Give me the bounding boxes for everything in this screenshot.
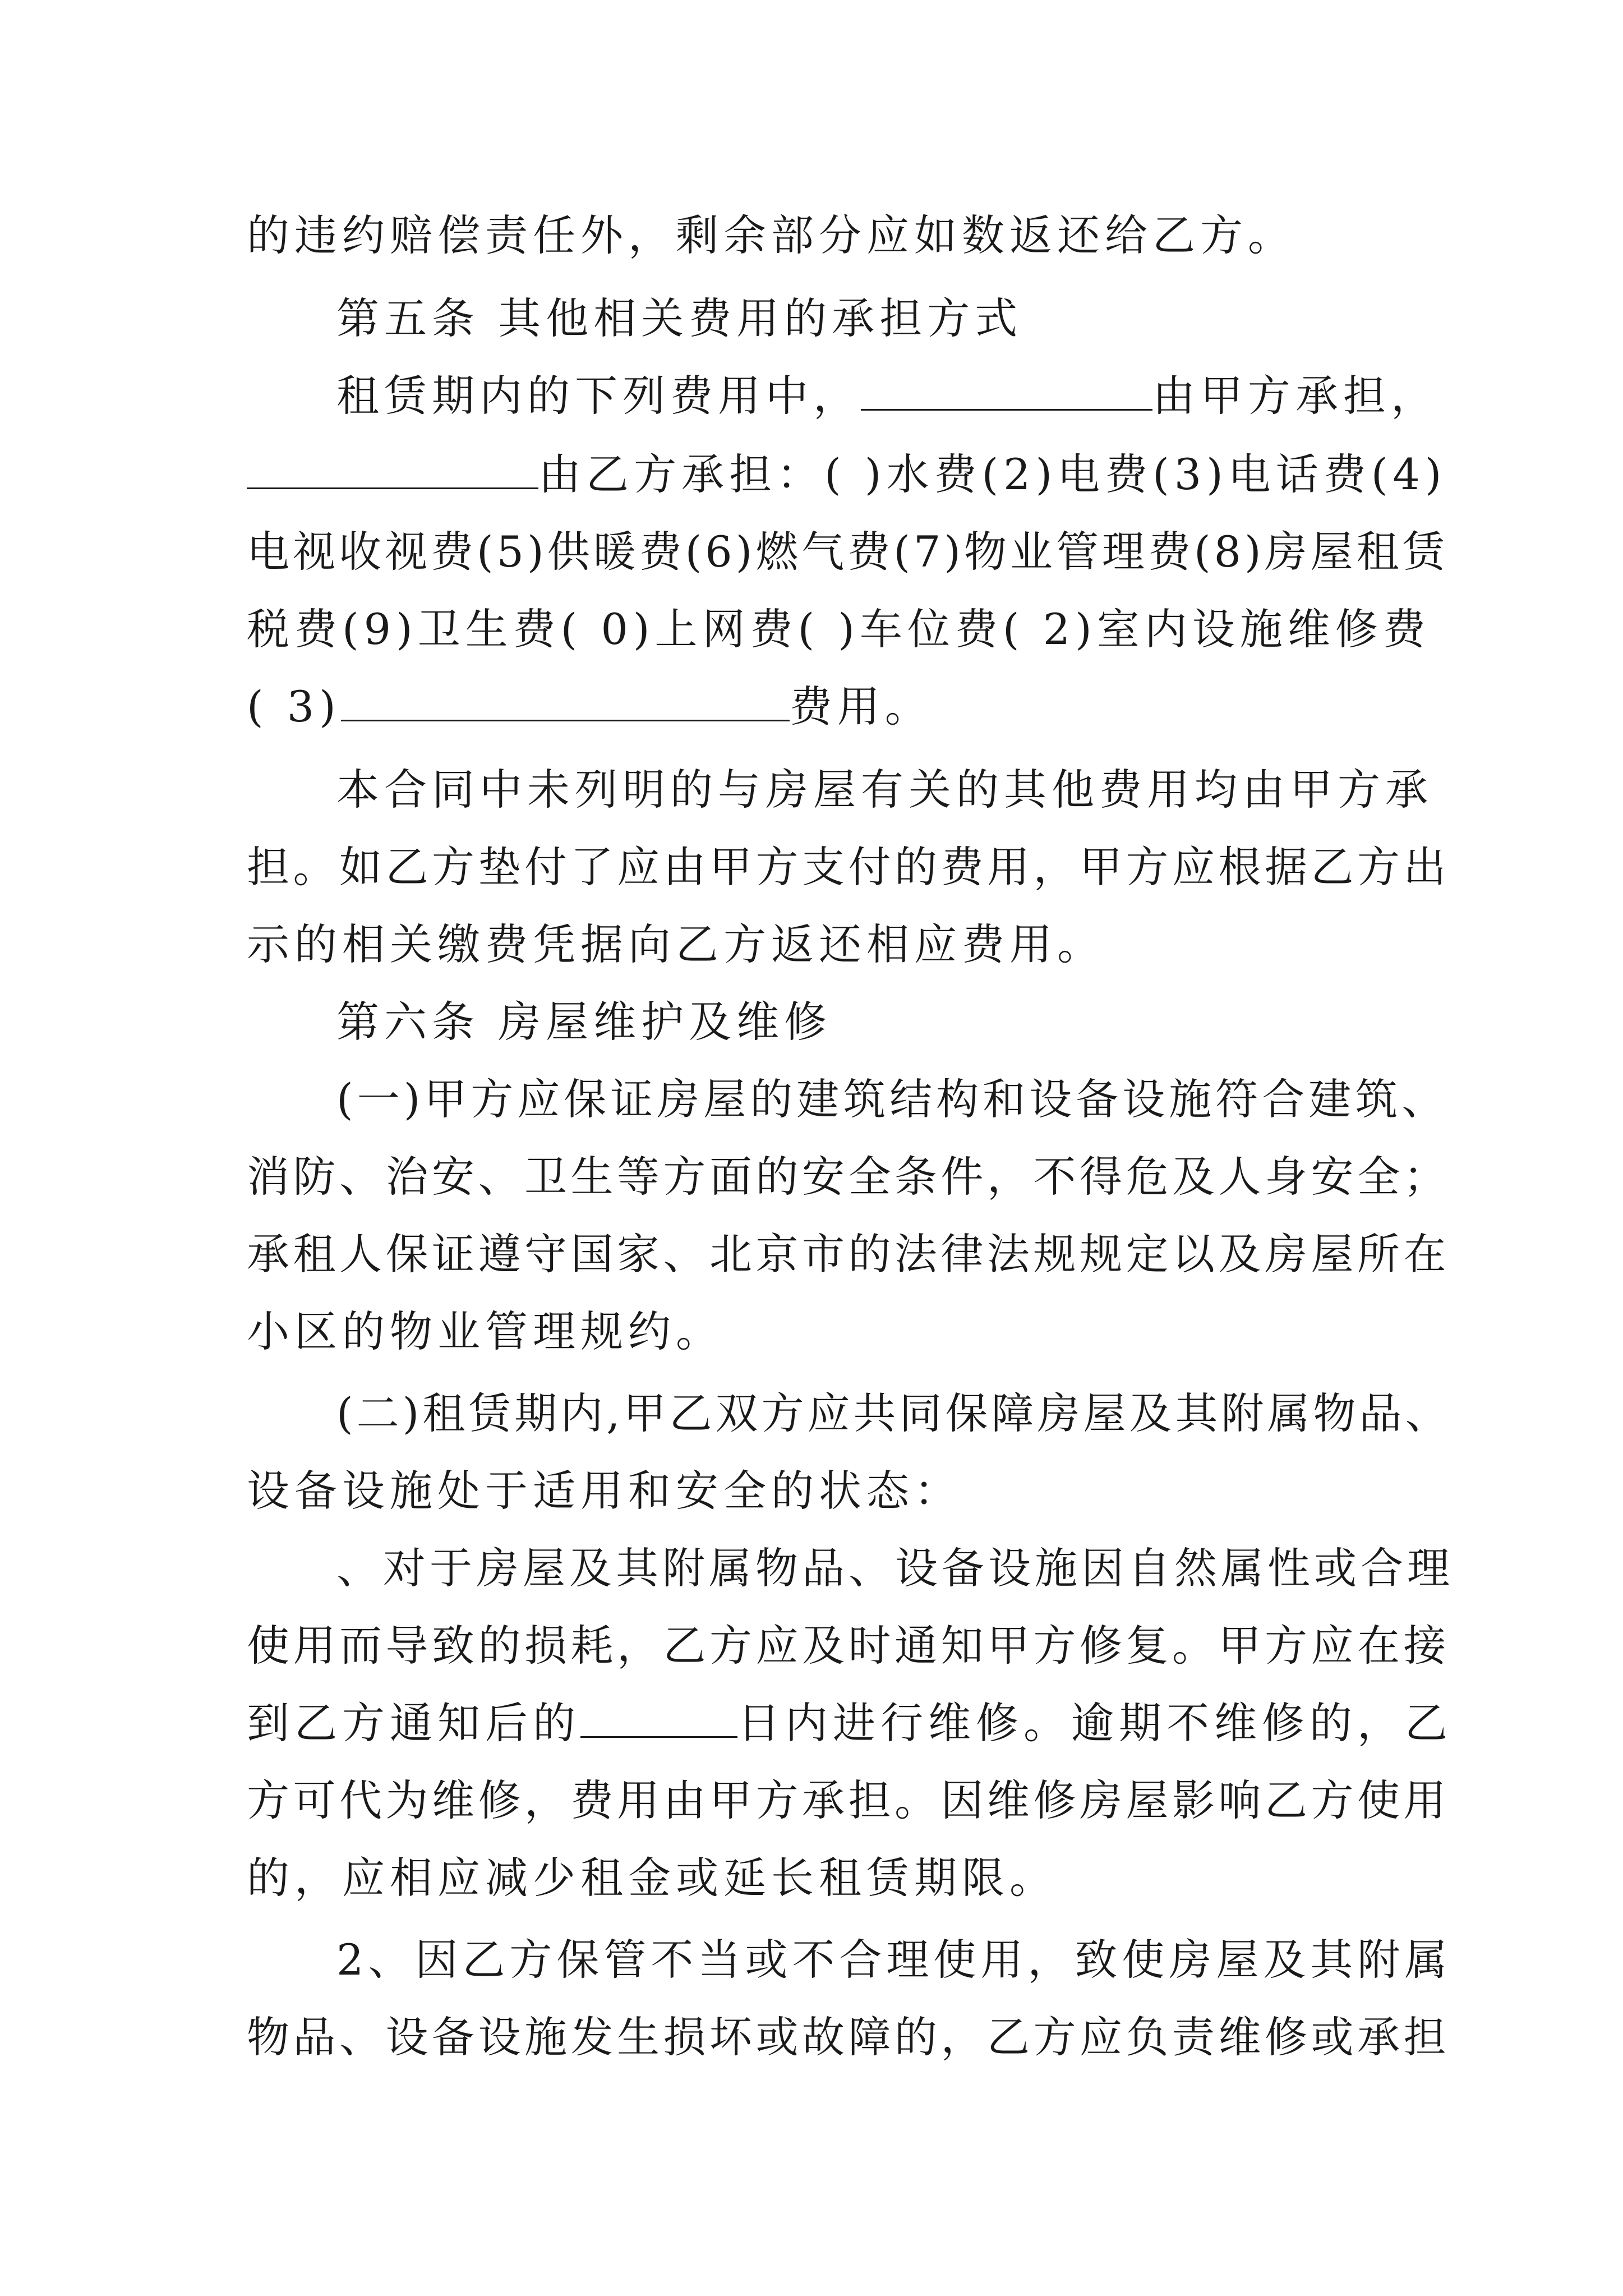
line-text: 费用。 [789,682,933,731]
line-text: 租赁期内的下列费用中， [336,371,861,421]
line-text: ( 3) [247,682,341,731]
text-line [247,679,933,735]
line-text: 担。如乙方垫付了应由甲方支付的费用，甲方应根据乙方出 [247,842,1450,892]
line-text: 设备设施处于适用和安全的状态： [247,1466,962,1516]
text-line [247,1463,962,1519]
line-text: 、对于房屋及其附属物品、设备设施因自然属性或合理 [336,1543,1454,1593]
line-text: 物品、设备设施发生损坏或故障的，乙方应负责维修或承担 [247,2012,1450,2062]
text-line [247,1695,1453,1751]
line-text: 由乙方承担：( )水费(2)电费(3)电话费(4) [538,449,1447,499]
line-text: 日内进行维修。逾期不维修的，乙 [737,1698,1453,1748]
text-line [247,1304,723,1360]
line-text: 的，应相应减少租金或延长租赁期限。 [247,1853,1057,1903]
line-text: (二)租赁期内,甲乙双方应共同保障房屋及其附属物品、 [336,1388,1451,1438]
text-line [336,1386,1451,1442]
line-text: 示的相关缴费凭据向乙方返还相应费用。 [247,919,1105,969]
fill-blank [580,1700,737,1738]
article-heading [336,291,1022,347]
text-line [247,447,1446,503]
text-line [247,917,1105,973]
line-text: 小区的物业管理规约。 [247,1306,723,1356]
text-line [247,601,1431,657]
text-line [247,1618,1450,1674]
line-text: 电视收视费(5)供暖费(6)燃气费(7)物业管理费(8)房屋租赁 [247,527,1449,577]
line-text: 使用而导致的损耗，乙方应及时通知甲方修复。甲方应在接 [247,1621,1450,1671]
line-text: 承租人保证遵守国家、北京市的法律法规规定以及房屋所在 [247,1229,1450,1279]
text-line [336,1071,1448,1128]
line-text: 消防、治安、卫生等方面的安全条件，不得危及人身安全； [247,1152,1450,1202]
text-line [336,368,1438,424]
line-text: 第六条 房屋维护及维修 [336,997,832,1047]
line-text: 由甲方承担， [1152,371,1438,421]
article-heading [336,994,832,1050]
text-line [247,524,1449,580]
line-text: 方可代为维修，费用由甲方承担。因维修房屋影响乙方使用 [247,1775,1450,1825]
line-text: 的违约赔偿责任外，剩余部分应如数返还给乙方。 [247,210,1295,260]
line-text: (一)甲方应保证房屋的建筑结构和设备设施符合建筑、 [336,1074,1449,1124]
text-line [336,1932,1451,1988]
fill-blank [861,373,1152,411]
text-line [247,1149,1450,1205]
line-text: 第五条 其他相关费用的承担方式 [336,293,1023,343]
fill-blank [247,452,538,489]
text-line [247,1850,1057,1906]
text-line [247,208,1295,264]
text-line [247,2009,1450,2065]
text-line [247,1226,1450,1282]
text-line [247,1773,1450,1829]
text-line [247,839,1450,895]
line-text: 2、因乙方保管不当或不合理使用，致使房屋及其附属 [336,1935,1452,1985]
line-text: 本合同中未列明的与房屋有关的其他费用均由甲方承 [336,765,1433,815]
line-text: 税费(9)卫生费( 0)上网费( )车位费( 2)室内设施维修费 [247,604,1431,654]
fill-blank [341,684,790,721]
text-line [336,762,1433,818]
text-line [336,1540,1454,1596]
line-text: 到乙方通知后的 [247,1698,580,1748]
